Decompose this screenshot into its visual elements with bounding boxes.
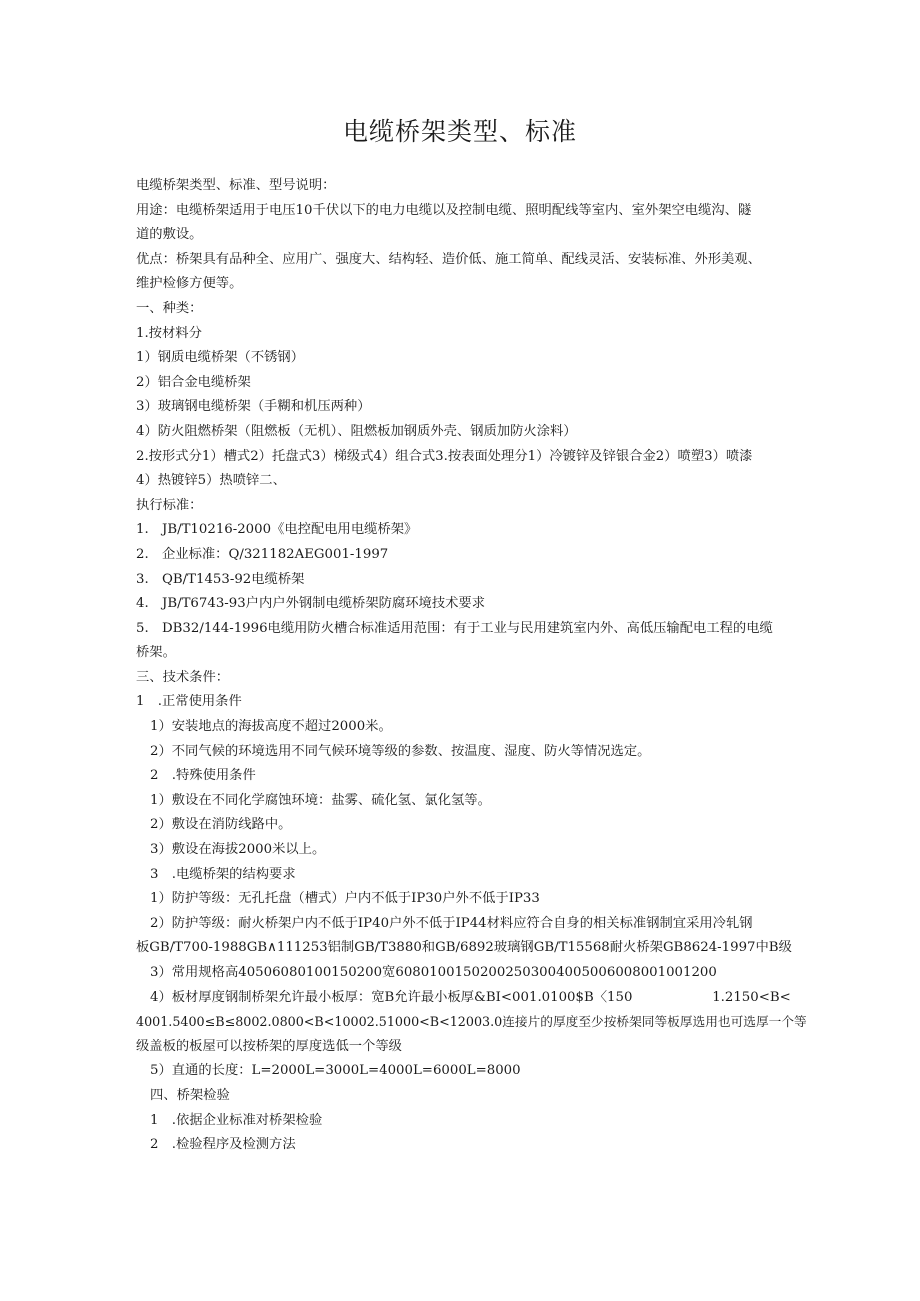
- list-item: 2）铝合金电缆桥架: [136, 374, 251, 390]
- list-item: 1）钢质电缆桥架（不锈钢）: [136, 350, 305, 366]
- standard-item: 4. JB/T6743-93户内户外钢制电缆桥架防腐环境技术要求: [136, 596, 486, 612]
- section-heading-types: 一、种类：: [136, 300, 203, 316]
- list-item: 2 .检验程序及检测方法: [150, 1137, 296, 1153]
- advantage-line-1: 优点：桥架具有品种全、应用广、强度大、结构轻、造价低、施工简单、配线灵活、安装标准、外形美观、: [136, 251, 761, 267]
- subheading-by-material: 1.按材料分: [136, 325, 202, 341]
- usage-line-2: 道的敷设。: [136, 227, 203, 243]
- list-item: 1）安装地点的海拔高度不超过2000米。: [150, 719, 392, 735]
- list-item-continuation: 4001.5400≤B≤8002.0800<B<10002.51000<B<12003.0连接片的厚度至少按桥架同等板厚选用也可选厚一个等: [136, 1014, 807, 1030]
- section-heading-technical: 三、技术条件：: [136, 669, 230, 685]
- form-classification-line-2: 4）热镀锌5）热喷锌二、: [136, 473, 286, 489]
- form-classification-line-1: 2.按形式分1）槽式2）托盘式3）梯级式4）组合式3.按表面处理分1）冷镀锌及锌银合金2）喷塑3）喷漆: [136, 448, 753, 464]
- list-item: 4）防火阻燃桥架（阻燃板（无机）、阻燃板加钢质外壳、钢质加防火涂料）: [136, 423, 577, 439]
- list-item-continuation: 板GB/T700-1988GB∧111253铝制GB/T3880和GB/6892玻璃钢GB/T15568耐火桥架GB8624-1997中B级: [136, 940, 792, 956]
- list-item: 1）防护等级：无孔托盘（槽式）户内不低于IP30户外不低于IP33: [150, 891, 540, 907]
- document-body: [136, 174, 807, 1158]
- list-item: 3）常用规格高40506080100150200宽60801001502002503004005006008001001200: [150, 965, 717, 980]
- list-item: 1 .依据企业标准对桥架检验: [150, 1112, 323, 1128]
- list-item: 2）敷设在消防线路中。: [150, 817, 292, 833]
- list-item: 4）板材厚度钢制桥架允许最小板厚：宽B允许最小板厚&BI<001.0100$B〈150 1.2150<B<: [150, 989, 791, 1005]
- intro-heading: 电缆桥架类型、标准、型号说明：: [136, 178, 336, 193]
- document-title: 电缆桥架类型、标准: [342, 117, 577, 146]
- subheading-special-use: 2 .特殊使用条件: [150, 768, 256, 784]
- list-item-continuation: 级盖板的板屋可以按桥架的厚度选低一个等级: [136, 1038, 402, 1054]
- list-item: 5）直通的长度：L=2000L=3000L=4000L=6000L=8000: [150, 1063, 521, 1079]
- list-item: 2）防护等级：耐火桥架户内不低于IP40户外不低于IP44材料应符合自身的相关标准钢制宜采用冷轧钢: [150, 915, 753, 931]
- list-item: 3）敷设在海拔2000米以上。: [150, 842, 326, 858]
- standard-item: 2. 企业标准：Q/321182AEG001-1997: [136, 546, 389, 562]
- standard-item: 5. DB32/144-1996电缆用防火槽合标准适用范围：有于工业与民用建筑室内外、高低压输配电工程的电缆: [136, 620, 773, 636]
- subheading-normal-use: 1 .正常使用条件: [136, 694, 242, 710]
- usage-line-1: 用途：电缆桥架适用于电压10千伏以下的电力电缆以及控制电缆、照明配线等室内、室外架空电缆沟、隧: [136, 202, 752, 218]
- standard-item: 1. JB/T10216-2000《电控配电用电缆桥架》: [136, 522, 418, 538]
- standards-heading: 执行标准：: [136, 497, 203, 513]
- standard-item: 3. QB/T1453-92电缆桥架: [136, 571, 305, 587]
- list-item: 1）敷设在不同化学腐蚀环境：盐雾、硫化氢、氯化氢等。: [150, 792, 491, 808]
- standard-item-continuation: 桥架。: [136, 645, 176, 661]
- advantage-line-2: 维护检修方便等。: [136, 276, 243, 292]
- section-heading-inspection: 四、桥架检验: [150, 1087, 230, 1103]
- list-item: 2）不同气候的环境选用不同气候环境等级的参数、按温度、湿度、防火等情况选定。: [150, 743, 651, 759]
- subheading-structure: 3 .电缆桥架的结构要求: [150, 866, 296, 882]
- list-item: 3）玻璃钢电缆桥架（手糊和机压两种）: [136, 399, 371, 415]
